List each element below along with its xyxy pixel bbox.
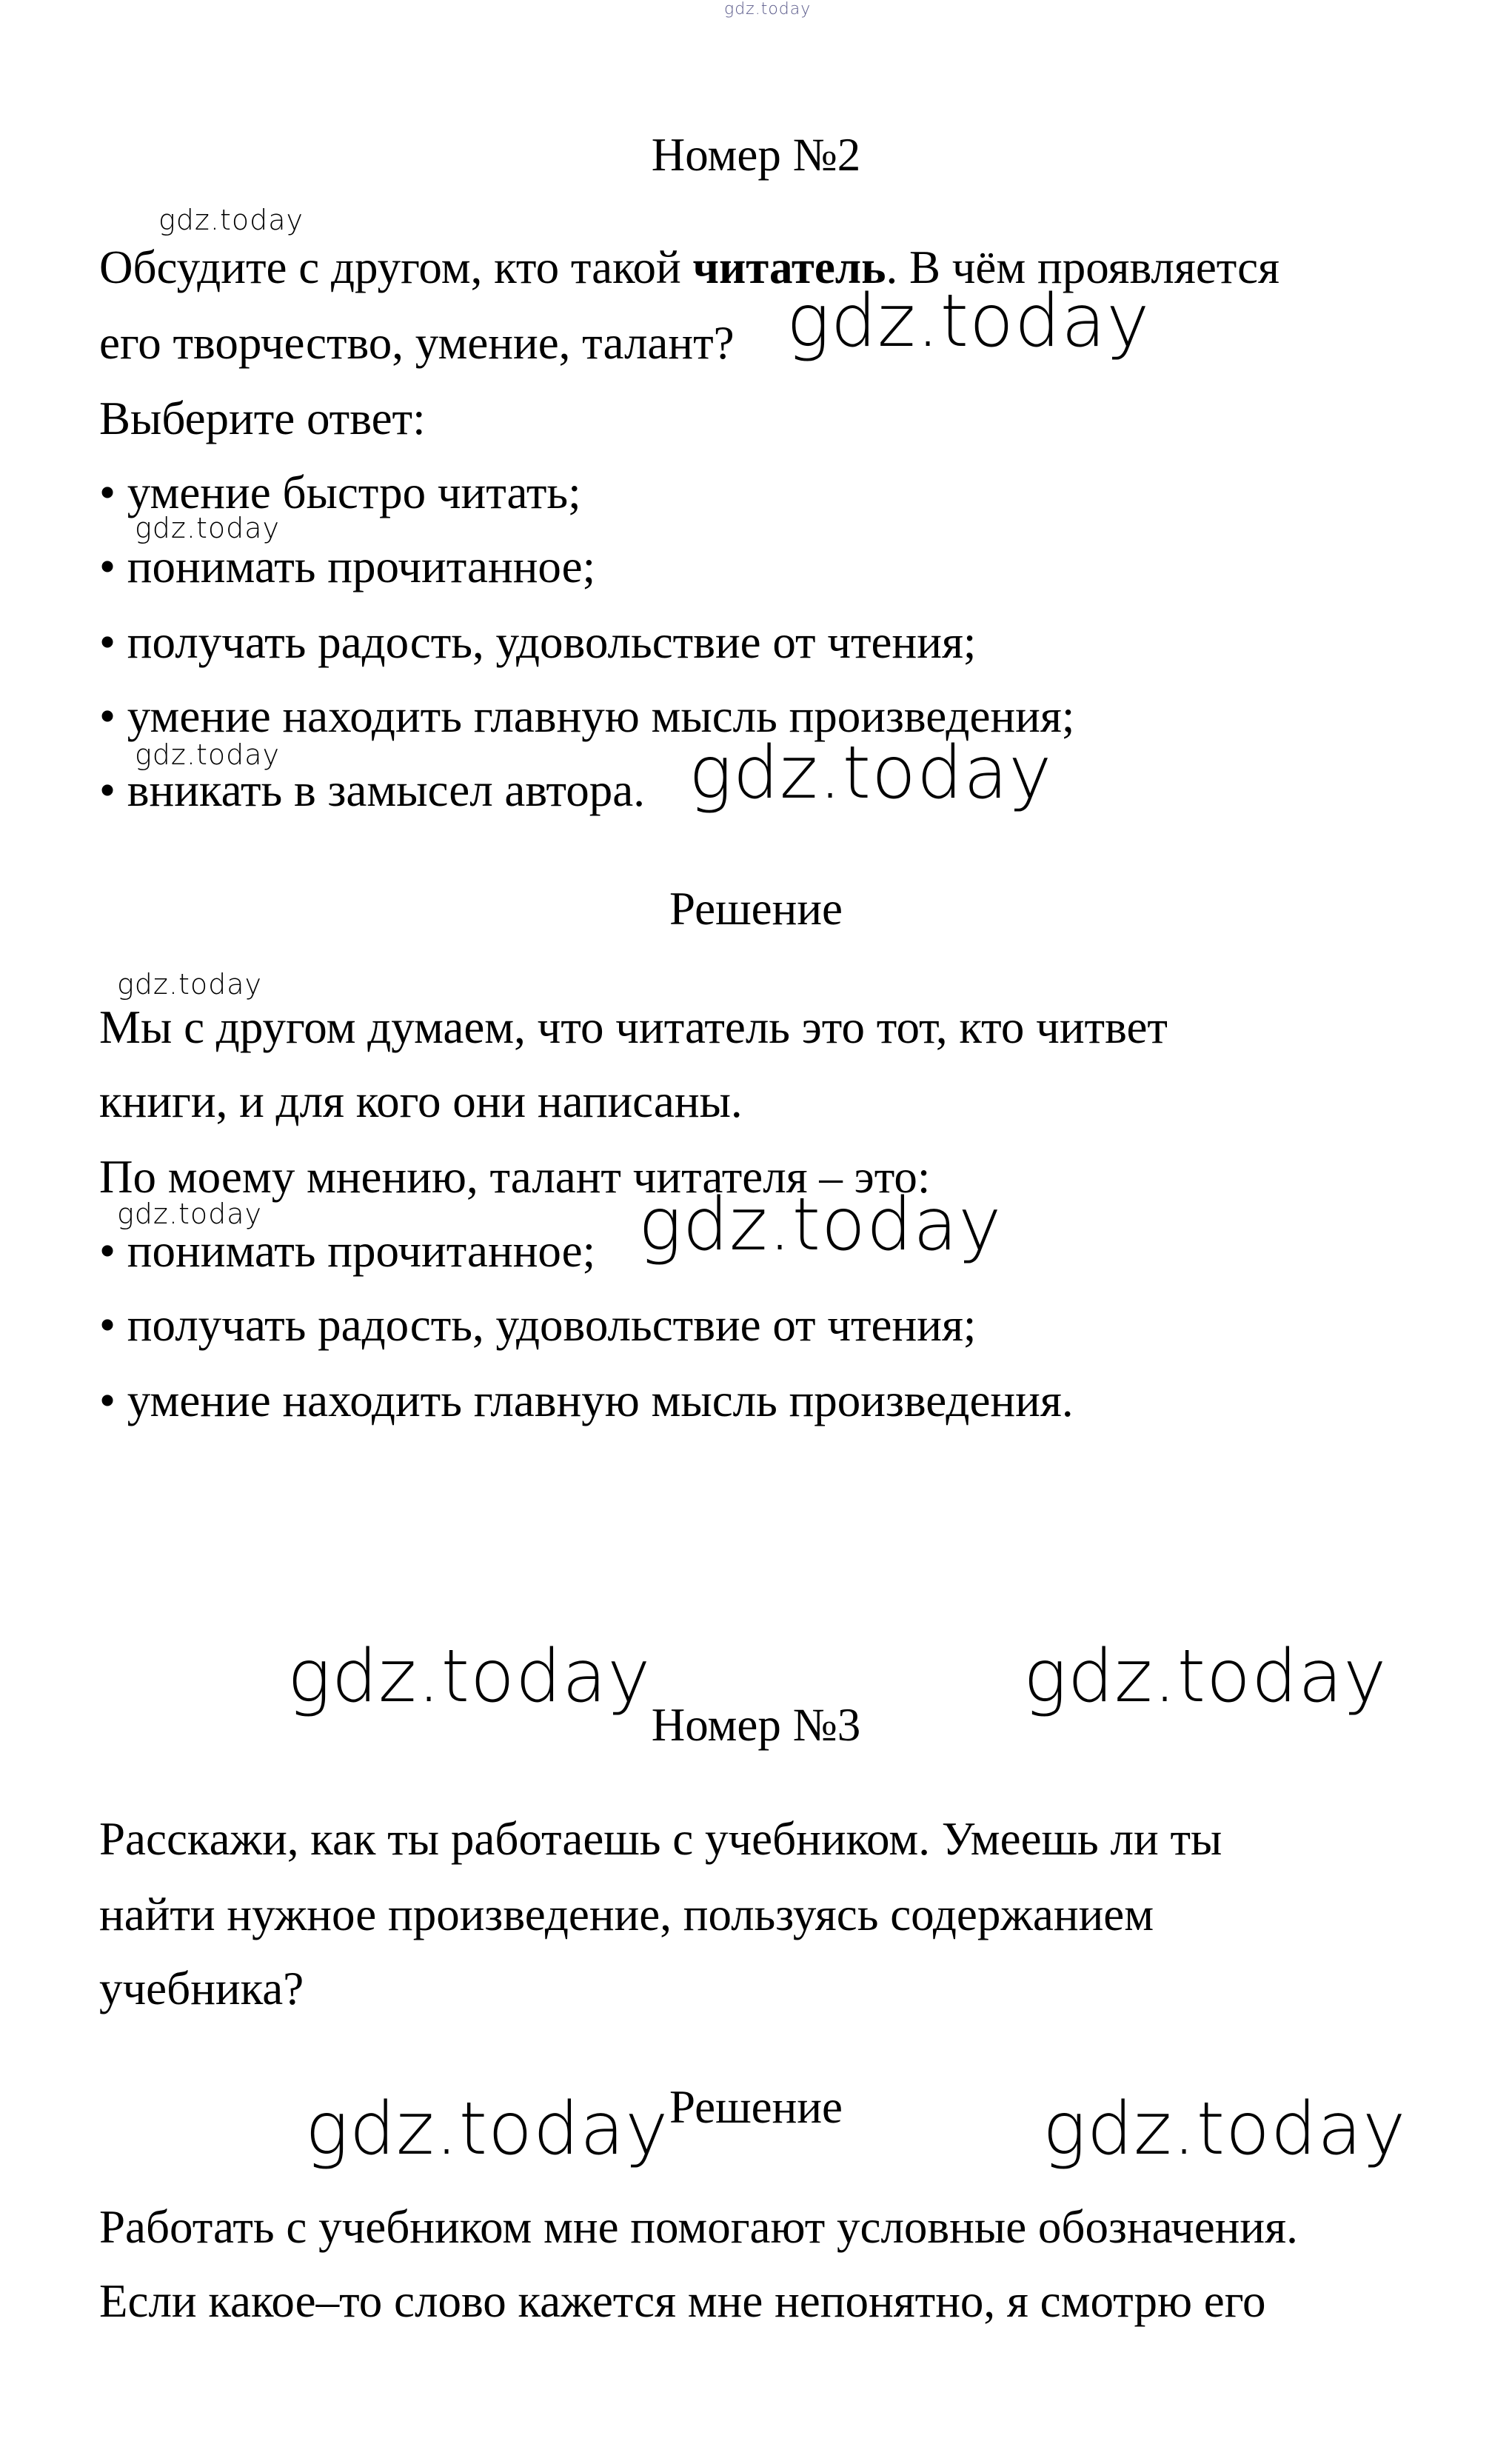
task3-title: Номер №3 bbox=[651, 1699, 861, 1751]
watermark: gdz.today bbox=[117, 1198, 262, 1230]
task2-option: • умение находить главную мысль произведения; bbox=[99, 690, 1075, 742]
task2-choose-label: Выберите ответ: bbox=[99, 393, 426, 444]
task2-title: Номер №2 bbox=[651, 129, 861, 181]
task2-question-line1 bbox=[99, 241, 1280, 293]
task2-option: • умение быстро читать; bbox=[99, 467, 581, 518]
task2-answer-item: • получать радость, удовольствие от чтения; bbox=[99, 1299, 977, 1351]
task3-solution-title: Решение bbox=[669, 2081, 843, 2133]
watermark: gdz.today bbox=[158, 204, 304, 236]
task2-answer-item: • понимать прочитанное; bbox=[99, 1225, 596, 1277]
watermark: gdz.today bbox=[117, 968, 262, 1001]
question-prefix: Обсудите с другом, кто такой bbox=[99, 241, 693, 293]
task2-option: • понимать прочитанное; bbox=[99, 541, 596, 592]
task2-answer-line3: По моему мнению, талант читателя – это: bbox=[99, 1151, 931, 1203]
watermark: gdz.today bbox=[638, 1183, 1003, 1267]
task2-question-line2: его творчество, умение, талант? bbox=[99, 317, 735, 369]
watermark-top: gdz.today bbox=[724, 0, 812, 19]
watermark: gdz.today bbox=[1023, 1635, 1388, 1719]
question-bold-term: читатель bbox=[692, 241, 886, 293]
task3-answer-line2: Если какое–то слово кажется мне непонятно, я смотрю его bbox=[99, 2275, 1266, 2327]
watermark: gdz.today bbox=[1043, 2087, 1407, 2171]
watermark: gdz.today bbox=[135, 512, 280, 544]
watermark: gdz.today bbox=[689, 731, 1053, 815]
watermark: gdz.today bbox=[786, 279, 1151, 364]
task2-option: • получать радость, удовольствие от чтения; bbox=[99, 616, 977, 668]
watermark: gdz.today bbox=[305, 2087, 669, 2171]
task3-question-line3: учебника? bbox=[99, 1963, 304, 2014]
task2-option: • вникать в замысел автора. bbox=[99, 764, 645, 816]
task2-answer-line1: Мы с другом думаем, что читатель это тот, кто читвет bbox=[99, 1001, 1168, 1053]
question-suffix: . В чём проявляется bbox=[886, 241, 1280, 293]
task3-question-line2: найти нужное произведение, пользуясь содержанием bbox=[99, 1889, 1154, 1940]
task3-answer-line1: Работать с учебником мне помогают условные обозначения. bbox=[99, 2201, 1298, 2253]
watermark: gdz.today bbox=[135, 738, 280, 771]
task2-answer-item: • умение находить главную мысль произведения. bbox=[99, 1375, 1074, 1426]
task3-question-line1: Расскажи, как ты работаешь с учебником. Умеешь ли ты bbox=[99, 1813, 1222, 1865]
watermark: gdz.today bbox=[287, 1635, 652, 1719]
task2-answer-line2: книги, и для кого они написаны. bbox=[99, 1075, 743, 1127]
task2-solution-title: Решение bbox=[669, 883, 843, 935]
